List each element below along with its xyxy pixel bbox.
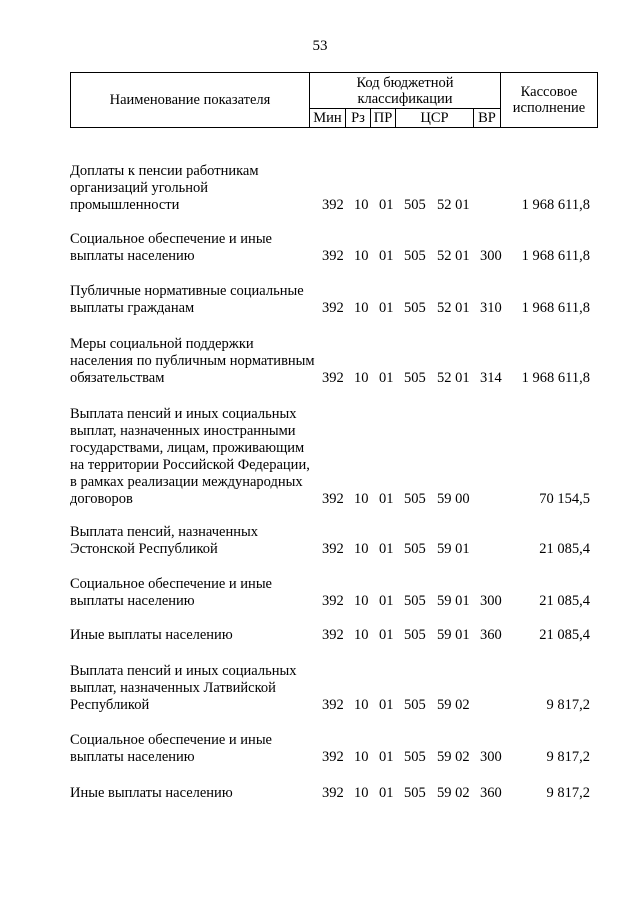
row-name: Выплата пенсий и иных социальных выплат, назначенных иностранными государствами, лицам, проживающим на территории Российской Федерации, в рамках реализации международных договоров [70, 406, 310, 507]
row-name: Социальное обеспечение и иные выплаты населению [70, 576, 272, 609]
cell-min: 392 [322, 697, 344, 713]
cell-vr: 360 [480, 627, 502, 643]
table-row [70, 335, 600, 387]
cell-csr-a: 505 [404, 627, 426, 643]
cell-rz: 10 [354, 491, 369, 507]
cell-rz: 10 [354, 248, 369, 264]
cell-csr-b: 59 01 [437, 627, 470, 643]
cell-rz: 10 [354, 541, 369, 557]
cell-vr: 300 [480, 593, 502, 609]
table-row [70, 404, 600, 508]
row-name: Доплаты к пенсии работникам организаций угольной промышленности [70, 163, 259, 213]
cell-csr-a: 505 [404, 197, 426, 213]
table-row [70, 576, 600, 610]
header-amount-col: Кассовое исполнение [501, 73, 598, 128]
row-name: Выплата пенсий и иных социальных выплат, назначенных Латвийской Республикой [70, 663, 297, 713]
cell-vr: 300 [480, 248, 502, 264]
cell-pr: 01 [379, 749, 394, 765]
row-name: Иные выплаты населению [70, 785, 233, 801]
cell-amount: 1 968 611,8 [521, 300, 590, 316]
cell-min: 392 [322, 541, 344, 557]
cell-min: 392 [322, 749, 344, 765]
row-name: Социальное обеспечение и иные выплаты населению [70, 732, 272, 765]
header-rz: Рз [346, 109, 371, 128]
header-csr: ЦСР [396, 109, 474, 128]
table-row [70, 732, 600, 766]
cell-csr-b: 59 02 [437, 697, 470, 713]
cell-pr: 01 [379, 541, 394, 557]
cell-pr: 01 [379, 300, 394, 316]
cell-amount: 21 085,4 [539, 593, 590, 609]
header-vr: ВР [474, 109, 501, 128]
cell-rz: 10 [354, 697, 369, 713]
cell-min: 392 [322, 593, 344, 609]
cell-min: 392 [322, 370, 344, 386]
table-row [70, 162, 600, 214]
cell-amount: 1 968 611,8 [521, 370, 590, 386]
cell-amount: 1 968 611,8 [521, 197, 590, 213]
row-name: Иные выплаты населению [70, 627, 233, 643]
cell-rz: 10 [354, 749, 369, 765]
cell-vr: 300 [480, 749, 502, 765]
cell-pr: 01 [379, 785, 394, 801]
table-row [70, 626, 600, 644]
cell-min: 392 [322, 248, 344, 264]
cell-amount: 9 817,2 [546, 749, 590, 765]
cell-csr-b: 59 02 [437, 749, 470, 765]
cell-csr-a: 505 [404, 248, 426, 264]
table-row [70, 524, 600, 558]
cell-csr-a: 505 [404, 541, 426, 557]
cell-min: 392 [322, 627, 344, 643]
cell-pr: 01 [379, 248, 394, 264]
table-row [70, 784, 600, 802]
cell-csr-b: 59 01 [437, 541, 470, 557]
cell-min: 392 [322, 491, 344, 507]
cell-csr-a: 505 [404, 785, 426, 801]
cell-vr: 314 [480, 370, 502, 386]
row-name: Меры социальной поддержки населения по публичным нормативным обязательствам [70, 336, 315, 386]
header-min: Мин [310, 109, 346, 128]
cell-rz: 10 [354, 785, 369, 801]
row-name: Выплата пенсий, назначенных Эстонской Республикой [70, 524, 258, 557]
cell-rz: 10 [354, 197, 369, 213]
cell-csr-a: 505 [404, 749, 426, 765]
cell-pr: 01 [379, 697, 394, 713]
cell-pr: 01 [379, 593, 394, 609]
cell-min: 392 [322, 785, 344, 801]
cell-csr-a: 505 [404, 593, 426, 609]
cell-csr-b: 59 00 [437, 491, 470, 507]
header-name-col: Наименование показателя [71, 73, 310, 128]
page-number: 53 [312, 38, 328, 54]
cell-amount: 70 154,5 [539, 491, 590, 507]
cell-amount: 9 817,2 [546, 785, 590, 801]
cell-amount: 21 085,4 [539, 627, 590, 643]
cell-rz: 10 [354, 593, 369, 609]
row-name: Социальное обеспечение и иные выплаты населению [70, 231, 272, 264]
cell-csr-b: 59 02 [437, 785, 470, 801]
cell-amount: 21 085,4 [539, 541, 590, 557]
cell-vr: 310 [480, 300, 502, 316]
cell-csr-b: 52 01 [437, 248, 470, 264]
cell-rz: 10 [354, 300, 369, 316]
cell-rz: 10 [354, 370, 369, 386]
table-row [70, 231, 600, 265]
cell-amount: 1 968 611,8 [521, 248, 590, 264]
cell-pr: 01 [379, 370, 394, 386]
table-header [70, 72, 598, 128]
cell-pr: 01 [379, 627, 394, 643]
cell-csr-b: 59 01 [437, 593, 470, 609]
cell-csr-a: 505 [404, 697, 426, 713]
cell-amount: 9 817,2 [546, 697, 590, 713]
cell-csr-b: 52 01 [437, 370, 470, 386]
cell-min: 392 [322, 197, 344, 213]
row-name: Публичные нормативные социальные выплаты гражданам [70, 283, 304, 316]
cell-csr-a: 505 [404, 300, 426, 316]
cell-csr-a: 505 [404, 370, 426, 386]
header-code-group: Код бюджетной классификации [310, 73, 501, 109]
table-row [70, 662, 600, 714]
table-row [70, 283, 600, 317]
header-pr: ПР [371, 109, 396, 128]
cell-csr-b: 52 01 [437, 300, 470, 316]
cell-pr: 01 [379, 197, 394, 213]
cell-min: 392 [322, 300, 344, 316]
cell-vr: 360 [480, 785, 502, 801]
cell-csr-b: 52 01 [437, 197, 470, 213]
cell-csr-a: 505 [404, 491, 426, 507]
cell-rz: 10 [354, 627, 369, 643]
cell-pr: 01 [379, 491, 394, 507]
